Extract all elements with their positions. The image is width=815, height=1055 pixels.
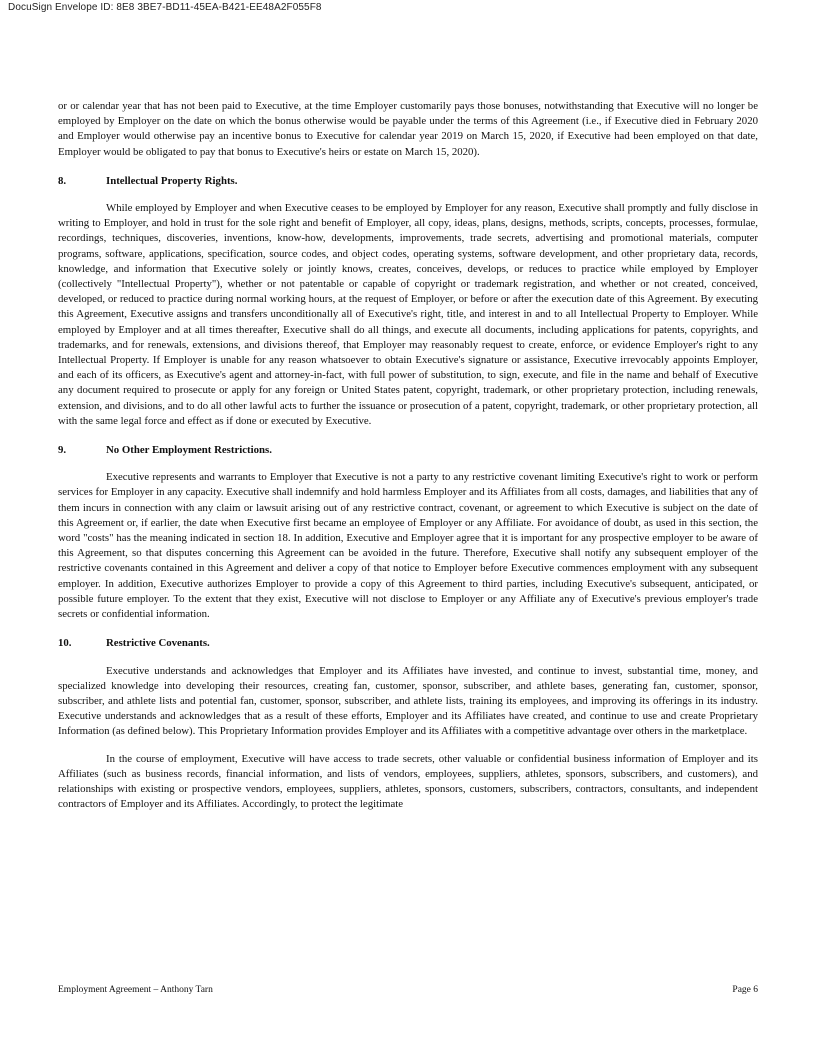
section-10-number: 10. [58, 637, 72, 650]
section-10-title: Restrictive Covenants. [106, 637, 210, 650]
section-9-paragraph: Executive represents and warrants to Employer that Executive is not a party to any restrictive covenant limiting Executive's right to work or perform services for Employer in any capacity. Executive shall indemnify and hold harmless Employer and its Affiliates from all costs, damages, and liabilities that any of them incurs in connection with any claim or lawsuit arising out of any restrictive contract, covenant, or agreement to which Executive is subject on the date of this Agreement or, if earlier, the date when Executive first became an employee of Employer or any Affiliate. For avoidance of doubt, as used in this section, the word "costs" has the meaning indicated in section 18. In addition, Executive and Employer agree that it is important for any prospective employer to be aware of this Agreement, so that disputes concerning this Agreement can be avoided in the future. Therefore, Executive shall notify any subsequent employer of the restrictive covenants contained in this Agreement and deliver a copy of that notice to Employer before Executive commences employment with any subsequent employer. In addition, Executive authorizes Employer to provide a copy of this Agreement to third parties, including Executive's subsequent, anticipated, or possible future employer. To the extent that they exist, Executive will not disclose to Employer or any Affiliate any of Executive's previous employer's trade secrets or confidential information. [58, 471, 758, 621]
section-8-paragraph: While employed by Employer and when Executive ceases to be employed by Employer for any reason, Executive shall promptly and fully disclose in writing to Employer, and hold in trust for the sole right and benefit of Employer, all copy, ideas, plans, designs, methods, scripts, concepts, processes, formulae, recordings, techniques, discoveries, inventions, know-how, developments, improvements, trade secrets, advertising and promotional materials, computer programs, software, applications, specification, source codes, and object codes, operating systems, software development, and other proprietary data, records, knowledge, and information that Executive solely or jointly knows, creates, conceives, develops, or reduces to practice while employed by Employer (collectively "Intellectual Property"), whether or not patentable or capable of copyright or trademark registration, and whether or not created, conceived, developed, or reduced to practice during normal working hours, at the request of Employer, or before or after the execution date of this Agreement. By executing this Agreement, Executive assigns and transfers unconditionally all of Executive's right, title, and interest in and to all Intellectual Property to Employer. While employed by Employer and at all times thereafter, Executive shall do all things, and execute all documents, including applications for patents, copyrights, and trademarks, and for renewals, extensions, and divisions thereof, that Employer may reasonably request to create, enforce, or evidence Employer's right to any Intellectual Property. If Employer is unable for any reason whatsoever to obtain Executive's signature or assistance, Executive irrevocably appoints Employer, and each of its officers, as Executive's agent and attorney-in-fact, with full power of substitution, to sign, execute, and file in the name and behalf of Executive any document required to prosecute or apply for any foreign or United States patent, copyright, trademark, or other proprietary protection, including renewals, extension, and divisions, and to do all other lawful acts to further the issuance or prosecution of a patent, copyright, trademark, or other proprietary protection, all with the same legal force and effect as if done or executed by Executive. [58, 202, 758, 427]
carryover-paragraph: or or calendar year that has not been paid to Executive, at the time Employer customarily pays those bonuses, notwithstanding that Executive will no longer be employed by Employer on the date on which the bonus otherwise would be payable under the terms of this Agreement (i.e., if Executive died in February 2020 and Employer would otherwise pay an incentive bonus to Executive for calendar year 2019 on March 15, 2020, if Executive had been employed on that date, Employer would be obligated to pay that bonus to Executive's heirs or estate on March 15, 2020). [58, 100, 758, 158]
document-body [58, 99, 758, 812]
section-9-number: 9. [58, 444, 67, 457]
footer-document-title: Employment Agreement – Anthony Tarn [58, 985, 213, 995]
section-8-number: 8. [58, 174, 67, 187]
footer-page-number: Page 6 [732, 985, 758, 995]
section-10-heading [58, 636, 758, 651]
section-8-title: Intellectual Property Rights. [106, 174, 238, 187]
section-10-paragraph-1: Executive understands and acknowledges that Employer and its Affiliates have invested, and continue to invest, substantial time, money, and specialized knowledge into developing their resources, creating fan, customer, sponsor, subscriber, and athlete bases, generating fan, customer, sponsor, subscriber, and athlete lists and potential fan, customer, sponsor, subscriber, and athlete lists, training its employees, and improving its offerings in its industry. Executive understands and acknowledges that as a result of these efforts, Employer and its Affiliates have created, and continue to use and create Proprietary Information (as defined below). This Proprietary Information provides Employer and its Affiliates with a competitive advantage over others in the marketplace. [58, 664, 758, 738]
section-9-title: No Other Employment Restrictions. [106, 444, 272, 457]
docusign-envelope-id: DocuSign Envelope ID: 8E8 3BE7-BD11-45EA-B421-EE48A2F055F8 [8, 2, 322, 13]
page-footer [58, 985, 758, 995]
section-9-heading [58, 443, 758, 458]
paragraph-gap [58, 740, 758, 752]
section-8-heading [58, 174, 758, 189]
section-10-paragraph-2: In the course of employment, Executive will have access to trade secrets, other valuable or confidential business information of Employer and its Affiliates (such as business records, financial information, and lists of vendors, employees, suppliers, athletes, sponsors, subscribers, and customers), and relationships with existing or prospective vendors, employees, suppliers, athletes, sponsors, customers, subscribers, contractors, consultants, and independent contractors of Employer and its Affiliates. Accordingly, to protect the legitimate [58, 752, 758, 811]
